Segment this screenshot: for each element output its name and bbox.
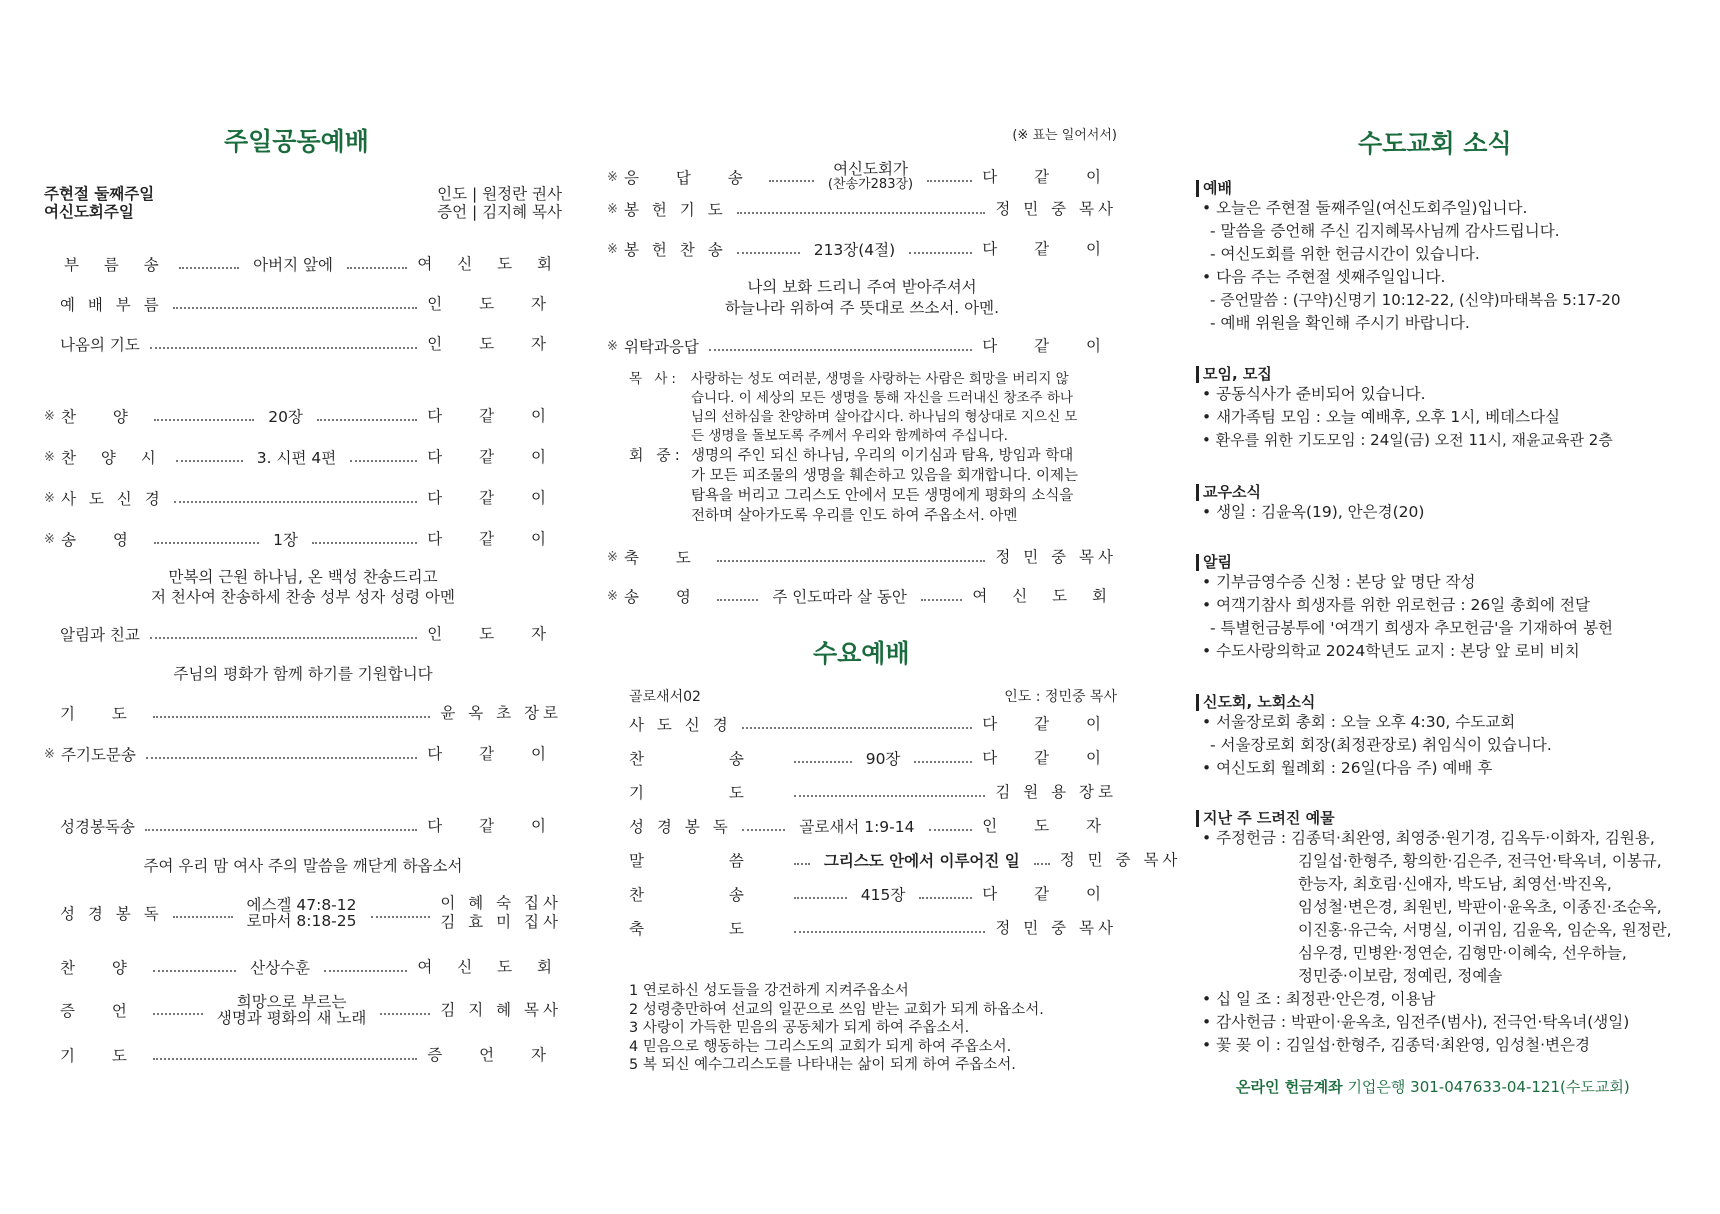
scripture-refs: 에스겔 47:8-12 로마서 8:18-25	[246, 896, 357, 930]
news-section-meetings: 모임, 모집 • 공동식사가 준비되어 있습니다. • 새가족팀 모임 : 오늘 예배후, 오후 1시, 베데스다실 • 환우를 위한 기도모임 : 24일(금) 오전 11시, 재윤교육관 2층	[1196, 366, 1686, 452]
standing-note: (※ 표는 일어서서)	[1012, 128, 1117, 143]
order-item: 알림과 친교 인 도 자	[60, 624, 562, 644]
prayer-requests: 1 연로하신 성도들을 강건하게 지켜주옵소서 2 성령충만하여 선교의 일꾼으로 쓰임 받는 교회가 되게 하옵소서. 3 사랑이 가득한 믿음의 공동체가 되게 하여 주옵소서. 4 믿음으로 행동하는 그리스도의 교회가 되게 하여 주옵소서. 5 복 되신 예수그리스도를 나타내는 삶이 되게 하여 주옵소서.	[629, 983, 1044, 1073]
order-item: ※ 봉 헌 기 도 정 민 중 목사	[607, 199, 1117, 219]
order-item: ※ 봉 헌 찬 송 213장(4절) 다 같 이	[607, 239, 1117, 259]
offering-lyrics: 나의 보화 드리니 주여 받아주셔서 하늘나라 위하여 주 뜻대로 쓰소서. 아멘.	[724, 278, 1000, 317]
news-section-offerings: 지난 주 드려진 예물 • 주정헌금 : 김종덕·최완영, 최영중·원기경, 김옥두·이화자, 김원용, 김일섭·한형주, 황의한·김은주, 전극언·탁옥녀, 이봉규, 한능자, 최호림·신애자, 박도남, 최영선·박진옥, 임성철·변은경, 최원빈, 박판이·윤옥초, 이종진·조순옥, 이진홍·유근숙, 서명실, 이귀임, 김윤옥, 임순옥, 원정란, 심우경, 민병완·정연순, 김형만·이혜숙, 선우하늘, 정민중·이보람, 정예린, 정예솔 • 십 일 조 : 최정관·안은경, 이용남 • 감사헌금 : 박판이·윤옥초, 임전주(범사), 전극언·탁옥녀(생일) • 꽃 꽂 이 : 김일섭·한형주, 김종덕·최완영, 임성철·변은경	[1196, 810, 1686, 1057]
news-title: 수도교회 소식	[1358, 129, 1512, 158]
peace-greeting: 주님의 평화가 함께 하기를 기원합니다	[173, 665, 433, 683]
news-section-notices: 알림 • 기부금영수증 신청 : 본당 앞 명단 작성 • 여객기참사 희생자를 위한 위로헌금 : 26일 총회에 전달 - 특별헌금봉투에 '여객기 희생자 추모헌금'을 기재하여 봉헌 • 수도사랑의학교 2024학년도 교지 : 본당 앞 로비 비치	[1196, 554, 1686, 663]
news-section-presbytery: 신도회, 노회소식 • 서울장로회 총회 : 오늘 오후 4:30, 수도교회 - 서울장로회 회장(최정관장로) 취임식이 있습니다. • 여신도회 월례회 : 26일(다음 주) 예배 후	[1196, 694, 1686, 780]
scripture-readers: 이 혜 숙 집사 김 효 미 집사	[440, 894, 563, 931]
order-item: ※ 찬 양 시 3. 시편 4편 다 같 이	[44, 447, 562, 467]
news-section-members: 교우소식 • 생일 : 김윤옥(19), 안은경(20)	[1196, 484, 1686, 524]
online-offering-account: 온라인 헌금계좌 기업은행 301-047633-04-121(수도교회)	[1236, 1078, 1630, 1096]
pastor-commission: 목 사: 사랑하는 성도 여러분, 생명을 사랑하는 사람은 희망을 버리지 않습니다. 이 세상의 모든 생명을 통해 자신을 드러내신 창조주 하나님의 선하심을 찬양하며 살아갑시다. 하나님의 형상대로 지으신 모든 생명을 돌보도록 주께서 우리와 함께하여 주십니다.	[629, 371, 1078, 444]
wed-order-item: 사 도 신 경 다 같 이	[629, 714, 1117, 734]
order-item: ※ 축 도 정 민 중 목사	[607, 547, 1117, 567]
wed-order-item: 찬 송 90장 다 같 이	[629, 748, 1118, 768]
sunday-service-title: 주일공동예배	[224, 127, 369, 156]
wednesday-service-title: 수요예배	[813, 639, 910, 668]
order-item: ※ 찬 양 20장 다 같 이	[44, 406, 563, 426]
order-item: ※ 응 답 송 여신도회가 (찬송가283장) 다 같 이	[607, 160, 1118, 192]
wed-order-item: 축 도 정 민 중 목사	[629, 918, 1117, 938]
order-item: ※ 주기도문송 다 같 이	[44, 744, 562, 764]
order-item: 찬 양 산상수훈 여 신 도 회	[60, 957, 562, 977]
sermon-title: 희망으로 부르는 생명과 평화의 새 노래	[216, 993, 367, 1027]
order-item: 증 언 희망으로 부르는 생명과 평화의 새 노래 김 지 혜 목사	[60, 993, 563, 1027]
wed-order-item: 찬 송 415장 다 같 이	[629, 884, 1117, 904]
order-item: 부 름 송 아버지 앞에 여 신 도 회	[64, 254, 563, 274]
order-item: 예 배 부 름 인 도 자	[60, 294, 562, 314]
order-item: 성 경 봉 독 에스겔 47:8-12 로마서 8:18-25 이 혜 숙 집사 김 효 미 집사	[60, 894, 563, 931]
wed-order-item: 기 도 김 원 용 장로	[629, 782, 1117, 802]
scripture-prayer: 주여 우리 맘 여사 주의 말씀을 깨닫게 하옵소서	[143, 857, 463, 875]
service-subtitle-1: 주현절 둘째주일	[44, 185, 155, 203]
wednesday-leader: 인도 : 정민중 목사	[1004, 689, 1117, 705]
response-song: 여신도회가 (찬송가283장)	[827, 160, 914, 192]
wednesday-series: 골로새서02	[629, 689, 701, 705]
order-item: 기 도 윤 옥 초 장로	[60, 703, 562, 723]
service-witness: 증언 | 김지혜 목사	[437, 203, 562, 221]
news-section-worship: 예배 • 오늘은 주현절 둘째주일(여신도회주일)입니다. - 말씀을 증언해 주신 김지혜목사님께 감사드립니다. - 여신도회를 위한 헌금시간이 있습니다. • 다음 주는 주현절 셋째주일입니다. - 증언말씀 : (구약)신명기 10:12-22, (신약)마태복음 5:17-20 - 예배 위원을 확인해 주시기 바랍니다.	[1196, 180, 1686, 335]
order-item: 기 도 증 언 자	[60, 1045, 562, 1065]
service-subtitle-2: 여신도회주일	[44, 203, 134, 221]
congregation-response: 회 중: 생명의 주인 되신 하나님, 우리의 이기심과 탐욕, 방임과 학대가 모든 피조물의 생명을 훼손하고 있음을 회개합니다. 이제는 탐욕을 버리고 그리스도 안에서 모든 생명에게 평화의 소식을 전하며 살아가도록 우리를 인도 하여 주옵소서. 아멘	[629, 446, 1079, 524]
order-item: ※ 송 영 1장 다 같 이	[44, 529, 562, 549]
order-item: 성경봉독송 다 같 이	[60, 816, 562, 836]
order-item: ※ 사 도 신 경 다 같 이	[44, 488, 562, 508]
order-item: ※ 위탁과응답 다 같 이	[607, 336, 1117, 356]
order-item: 나옴의 기도 인 도 자	[60, 334, 562, 354]
doxology-lyrics: 만복의 근원 하나님, 온 백성 찬송드리고 저 천사여 찬송하세 찬송 성부 성자 성령 아멘	[150, 568, 455, 606]
wed-order-item: 성 경 봉 독 골로새서 1:9-14 인 도 자	[629, 816, 1117, 836]
service-leader: 인도 | 원정란 권사	[437, 185, 562, 203]
order-item: ※ 송 영 주 인도따라 살 동안 여 신 도 회	[607, 586, 1118, 606]
wed-order-item: 말 씀 그리스도 안에서 이루어진 일 정 민 중 목사	[629, 850, 1182, 870]
